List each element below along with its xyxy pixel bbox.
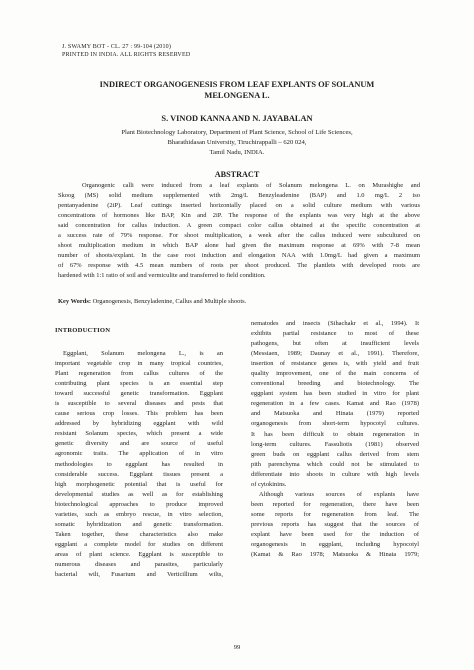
body-line: biotechnological approaches to produce improved xyxy=(55,500,223,508)
body-line: numerous diseases and parasites, particularly xyxy=(55,560,223,568)
abstract-line: a success rate of 79% response. For shoot multiplication, a week after the callus induced were subcultured on xyxy=(58,232,420,240)
affiliation-line-3: Tamil Nadu, INDIA. xyxy=(209,149,265,156)
body-line: explant have been used for the induction of xyxy=(251,530,419,538)
abstract-line: concentrations of hormones like BAP, Kin and 2iP. The response of the explants was very high at the above xyxy=(58,212,420,220)
body-line: addressed by hybridizing eggplant with wild xyxy=(55,420,223,428)
title-line-1: INDIRECT ORGANOGENESIS FROM LEAF EXPLANTS OF SOLANUM xyxy=(99,80,375,89)
body-line: pathogens, but often at insufficient levels xyxy=(251,340,419,348)
body-line: methodologies to eggplant has resulted in xyxy=(55,460,223,468)
body-line: of cytokinins. xyxy=(251,480,287,488)
body-line: Eggplant, Solanum melongena L., is an xyxy=(63,350,223,357)
body-line: important vegetable crop in many tropical countries, xyxy=(55,360,223,368)
body-line: nematodes and insects (Sihachakr et al., 1994). It xyxy=(251,320,419,327)
right-column xyxy=(251,319,419,560)
body-line: cause serious crop losses. This problem has been xyxy=(55,410,223,418)
left-column xyxy=(55,349,223,580)
abstract-line: Skoog (MS) solid medium supplemented with 2mg/L Benzyleadenine (BAP) and 1.0 mg/L 2 iso xyxy=(58,192,420,200)
body-line: quality improvement, one of the main concerns of xyxy=(251,370,419,378)
body-line: developmental studies as well as for establishing xyxy=(55,490,223,498)
body-line: exhibits partial resistance to most of these xyxy=(251,330,419,338)
body-line: and Matsuoka and Hinata (1979) reported xyxy=(251,410,419,418)
body-line: pith parenchyma which could not be stimulated to xyxy=(251,460,419,468)
body-line: bacterial wilt, Fusarium and Verticillium wilts, xyxy=(55,571,223,579)
body-line: toward successful genetic transformation. Eggplant xyxy=(55,390,223,398)
abstract-line: number of shoots/explant. In the case root induction and elongation NAA with 1.0mg/L had given a maximum xyxy=(58,252,420,260)
affiliation-line-2: Bharathidasan University, Tiruchirappalli – 620 024, xyxy=(167,139,307,146)
body-line: differentiate into shoots in culture with high levels xyxy=(251,470,419,478)
abstract-body xyxy=(58,181,420,281)
title-line-2: MELONGENA L. xyxy=(204,91,270,100)
abstract-line: shoot multiplication medium in which BAP alone had given the maximum response at 69% with 7-8 mean xyxy=(58,242,420,250)
body-line: somatic hybridization and genetic transformation. xyxy=(55,520,223,528)
body-line: Although various sources of explants have xyxy=(259,490,419,498)
body-line: considerable success. Eggplant tissues present a xyxy=(55,470,223,478)
body-line: conventional breeding and biotechnology. The xyxy=(251,380,419,388)
affiliation xyxy=(90,128,384,158)
body-line: It has been difficult to obtain regeneration in xyxy=(251,430,419,438)
body-line: varieties, such as embryo rescue, in vitro selection, xyxy=(55,510,223,518)
body-line: areas of plant science. Eggplant is susceptible to xyxy=(55,550,223,558)
body-line: green buds on eggplant callus derived from stem xyxy=(251,450,419,458)
keywords-text: Organogenesis, Benzyladenine, Callus and Multiple shoots. xyxy=(90,298,247,305)
paper-title xyxy=(70,79,404,101)
abstract-line: pentanyadenine (2iP). Leaf cuttings inserted horizontally placed on a solid culture medium with various xyxy=(58,202,420,210)
authors: S. VINOD KANNA AND N. JAYABALAN xyxy=(161,114,313,123)
body-line: organogenesis from short-term hypocotyl cultures. xyxy=(251,420,419,428)
abstract-line: hardened with 1:1 ratio of soil and vermiculite and transferred to field condition. xyxy=(58,272,266,280)
body-line: regeneration in a few cases. Kamat and Rao (1978) xyxy=(251,400,419,408)
body-line: genetic diversity and are source of useful xyxy=(55,440,223,448)
body-line: some reports for regeneration from leaf. The xyxy=(251,510,419,518)
introduction-heading: INTRODUCTION xyxy=(55,327,111,334)
abstract-line: said concentration for callus induction. A green compact color callus obtained at the specific concentration at xyxy=(58,222,420,230)
body-line: Plant regeneration from callus cultures of the xyxy=(55,370,223,378)
affiliation-line-1: Plant Biotechnology Laboratory, Department of Plant Science, School of Life Sciences, xyxy=(121,129,353,136)
abstract-line: Organogenic calli were induced from a leaf explants of Solanum melongena L. on Murashighe and xyxy=(82,182,420,189)
body-line: resistant Solanum species, which present a wide xyxy=(55,430,223,438)
body-line: agronomic traits. The application of in vitro xyxy=(55,450,223,458)
abstract-line: of 67% response with 4.5 mean numbers of roots per shoot produced. The plantlets with developed roots are xyxy=(58,262,420,270)
keywords-label: Key Words: xyxy=(58,298,91,305)
body-line: organogenesis in eggplant, including hypocotyl xyxy=(251,541,419,549)
keywords xyxy=(58,298,420,305)
body-line: long-term cultures. Fassuliotis (1981) observed xyxy=(251,440,419,448)
body-line: eggplant system has been studied in vitro for plant xyxy=(251,390,419,398)
journal-citation: J. SWAMY BOT - CL. 27 : 99-104 (2010) xyxy=(62,44,172,50)
body-line: been reported for regeneration, there have been xyxy=(251,500,419,508)
body-line: eggplant a complete model for studies on different xyxy=(55,540,223,548)
abstract-heading: ABSTRACT xyxy=(214,170,260,179)
body-line: high morphogenetic potential that is useful for xyxy=(55,480,223,488)
body-line: insertion of resistance genes is, with yield and fruit xyxy=(251,360,419,368)
journal-rights: PRINTED IN INDIA. ALL RIGHTS RESERVED xyxy=(62,51,191,58)
body-line: previous reports has suggest that the sources of xyxy=(251,520,419,528)
body-line: (Kamat & Rao 1978; Matsuoka & Hinata 1979; xyxy=(251,551,419,559)
body-line: Taken together, these characteristics also make xyxy=(55,530,223,538)
body-line: (Messiaen, 1989; Daunay et al., 1991). Therefore, xyxy=(251,350,419,358)
journal-header xyxy=(62,44,190,59)
body-line: contributing plant species is an essential step xyxy=(55,380,223,388)
body-line: is susceptible to several diseases and pests that xyxy=(55,400,223,408)
page-number: 99 xyxy=(233,644,241,651)
